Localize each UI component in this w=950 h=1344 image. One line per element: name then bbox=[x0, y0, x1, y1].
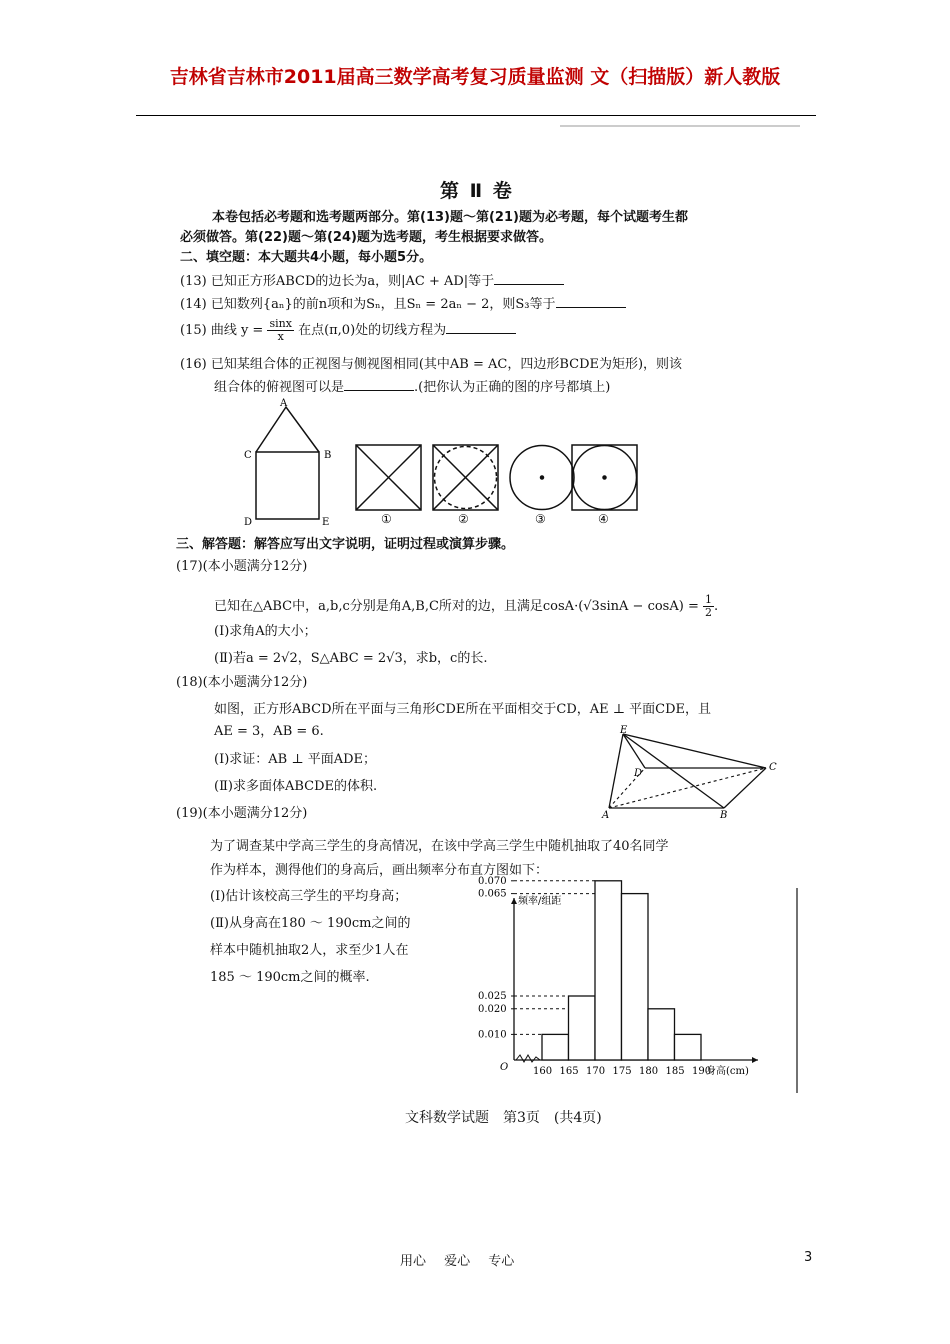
option-1-figure bbox=[356, 445, 421, 510]
label-e: E bbox=[620, 725, 628, 736]
x-tick-label: 175 bbox=[612, 1066, 632, 1077]
label-a: A bbox=[280, 398, 288, 409]
histogram-bar bbox=[648, 1009, 675, 1060]
fraction-denominator: 2 bbox=[704, 606, 712, 619]
document-title: 吉林省吉林市2011届高三数学高考复习质量监测 文（扫描版）新人教版 bbox=[169, 66, 781, 88]
question-19-part-1: (Ⅰ)估计该校高三学生的平均身高； bbox=[210, 889, 408, 904]
question-16-text: 组合体的俯视图可以是 bbox=[214, 380, 345, 395]
answer-blank-13 bbox=[494, 272, 564, 285]
y-tick-label: 0.065 bbox=[478, 888, 507, 900]
exam-page-footer: 文科数学试题 第3页 (共4页) bbox=[405, 1110, 602, 1126]
x-tick-label: 185 bbox=[665, 1066, 685, 1077]
x-axis-arrow bbox=[752, 1057, 758, 1063]
question-18-part-1: (Ⅰ)求证：AB ⊥ 平面ADE； bbox=[214, 752, 377, 767]
histogram-bar bbox=[595, 881, 622, 1060]
option-3-label: ③ bbox=[535, 512, 546, 526]
y-tick-label: 0.070 bbox=[478, 875, 507, 887]
question-17-line-1: 已知在△ABC中，a,b,c分别是角A,B,C所对的边，且满足cosA·(√3sinA − cosA) = $\frac{1}{2}$ . bbox=[214, 593, 719, 619]
fraction-one-half bbox=[703, 594, 714, 619]
question-19-part-2-line-3: 185 ～ 190cm之间的概率. bbox=[210, 970, 370, 985]
label-b: B bbox=[324, 450, 332, 461]
q16-figure bbox=[236, 392, 626, 532]
question-14-text: (14) 已知数列{aₙ}的前n项和为Sₙ，且Sₙ = 2aₙ − 2，则S₃等于 bbox=[180, 297, 556, 312]
edge-ea bbox=[609, 734, 623, 808]
x-tick-label: 180 bbox=[639, 1066, 659, 1077]
question-19-part-2-line-2: 样本中随机抽取2人，求至少1人在 bbox=[210, 943, 409, 958]
question-17-text: 已知在△ABC中，a,b,c分别是角A,B,C所对的边，且满足cosA·(√3sinA − cosA) = bbox=[214, 599, 699, 614]
histogram-bar bbox=[542, 1034, 569, 1060]
option-1-label: ① bbox=[381, 512, 392, 526]
question-14 bbox=[180, 295, 626, 313]
question-13 bbox=[180, 272, 564, 290]
triangle-shape bbox=[256, 407, 319, 452]
question-15-prefix: (15) 曲线 y = bbox=[180, 323, 264, 338]
volume-title: 第 Ⅱ 卷 bbox=[440, 180, 514, 202]
label-c: C bbox=[769, 762, 777, 773]
y-tick-label: 0.020 bbox=[478, 1003, 507, 1015]
front-view-figure bbox=[256, 407, 319, 519]
question-19-head: (19)(本小题满分12分) bbox=[176, 806, 308, 821]
scan-artifact-line bbox=[560, 125, 800, 127]
fraction-numerator: sinx bbox=[269, 317, 292, 330]
x-tick-label: 170 bbox=[586, 1066, 606, 1077]
y-axis-label: 频率/组距 bbox=[518, 896, 562, 907]
histogram-bar bbox=[569, 996, 596, 1060]
question-17-part-2: (Ⅱ)若a = 2√2，S△ABC = 2√3，求b，c的长. bbox=[214, 651, 488, 666]
edge-bc bbox=[724, 768, 766, 808]
question-18-head: (18)(本小题满分12分) bbox=[176, 675, 308, 690]
question-15-suffix: 在点(π,0)处的切线方程为 bbox=[298, 323, 447, 338]
question-15 bbox=[180, 318, 516, 343]
section-2-title: 二、填空题：本大题共4小题，每小题5分。 bbox=[180, 250, 433, 265]
label-d: D bbox=[634, 768, 643, 779]
question-19-part-2-line-1: (Ⅱ)从身高在180 ～ 190cm之间的 bbox=[210, 916, 411, 931]
label-b: B bbox=[720, 810, 728, 821]
edge-ac-hidden bbox=[609, 768, 766, 808]
question-16-note: .(把你认为正确的图的序号都填上) bbox=[414, 380, 611, 395]
question-19-line-2: 作为样本，测得他们的身高后，画出频率分布直方图如下： bbox=[210, 863, 549, 878]
rectangle-shape bbox=[256, 452, 319, 519]
intro-line-1: 本卷包括必考题和选考题两部分。第(13)题～第(21)题为必考题，每个试题考生都 bbox=[212, 210, 688, 225]
x-tick-label: 190 bbox=[692, 1066, 712, 1077]
edge-ec bbox=[623, 734, 766, 768]
histogram-bar bbox=[622, 894, 649, 1060]
option-3-figure bbox=[510, 446, 574, 510]
footer-slogan: 用心 爱心 专心 bbox=[400, 1254, 515, 1269]
label-d: D bbox=[244, 517, 253, 528]
answer-blank-16 bbox=[344, 378, 414, 391]
y-tick-label: 0.025 bbox=[478, 991, 507, 1002]
question-13-text: (13) 已知正方形ABCD的边长为a，则|AC + AD|等于 bbox=[180, 274, 495, 289]
option-2-label: ② bbox=[458, 512, 469, 526]
frequency-histogram bbox=[470, 875, 800, 1093]
origin-label: O bbox=[500, 1062, 509, 1073]
option-4-figure bbox=[572, 445, 637, 510]
y-axis-arrow bbox=[511, 898, 517, 904]
label-e: E bbox=[322, 517, 330, 528]
option-4-label: ④ bbox=[598, 512, 609, 526]
answer-blank-14 bbox=[556, 295, 626, 308]
question-16-line-1: (16) 已知某组合体的正视图与侧视图相同(其中AB = AC，四边形BCDE为矩形)，则该 bbox=[180, 357, 683, 372]
section-3-title: 三、解答题：解答应写出文字说明，证明过程或演算步骤。 bbox=[176, 537, 515, 552]
question-17-head: (17)(本小题满分12分) bbox=[176, 559, 308, 574]
x-tick-label: 160 bbox=[533, 1066, 553, 1077]
histogram-bar bbox=[675, 1034, 702, 1060]
q18-solid-figure bbox=[596, 724, 786, 824]
x-axis-label: 身高(cm) bbox=[706, 1066, 749, 1077]
question-18-line-1: 如图，正方形ABCD所在平面与三角形CDE所在平面相交于CD，AE ⊥ 平面CDE，且 bbox=[214, 702, 712, 717]
x-tick-label: 165 bbox=[559, 1066, 579, 1077]
question-19-line-1: 为了调查某中学高三学生的身高情况，在该中学高三学生中随机抽取了40名同学 bbox=[210, 839, 669, 854]
question-18-part-2: (Ⅱ)求多面体ABCDE的体积. bbox=[214, 779, 378, 794]
question-18-line-2: AE = 3，AB = 6. bbox=[214, 724, 324, 739]
fraction-numerator: 1 bbox=[704, 593, 712, 606]
page-number: 3 bbox=[804, 1250, 813, 1265]
header-divider bbox=[136, 115, 816, 116]
fraction-denominator: x bbox=[277, 330, 284, 343]
intro-line-2: 必须做答。第(22)题～第(24)题为选考题，考生根据要求做答。 bbox=[180, 230, 552, 245]
fraction-sinx-over-x bbox=[267, 318, 293, 343]
axis-break-mark bbox=[516, 1055, 540, 1062]
y-tick-label: 0.010 bbox=[478, 1029, 507, 1041]
question-17-part-1: (Ⅰ)求角A的大小； bbox=[214, 624, 317, 639]
label-c: C bbox=[244, 450, 252, 461]
label-a: A bbox=[602, 810, 610, 821]
option-2-figure bbox=[433, 445, 498, 510]
answer-blank-15 bbox=[446, 321, 516, 334]
